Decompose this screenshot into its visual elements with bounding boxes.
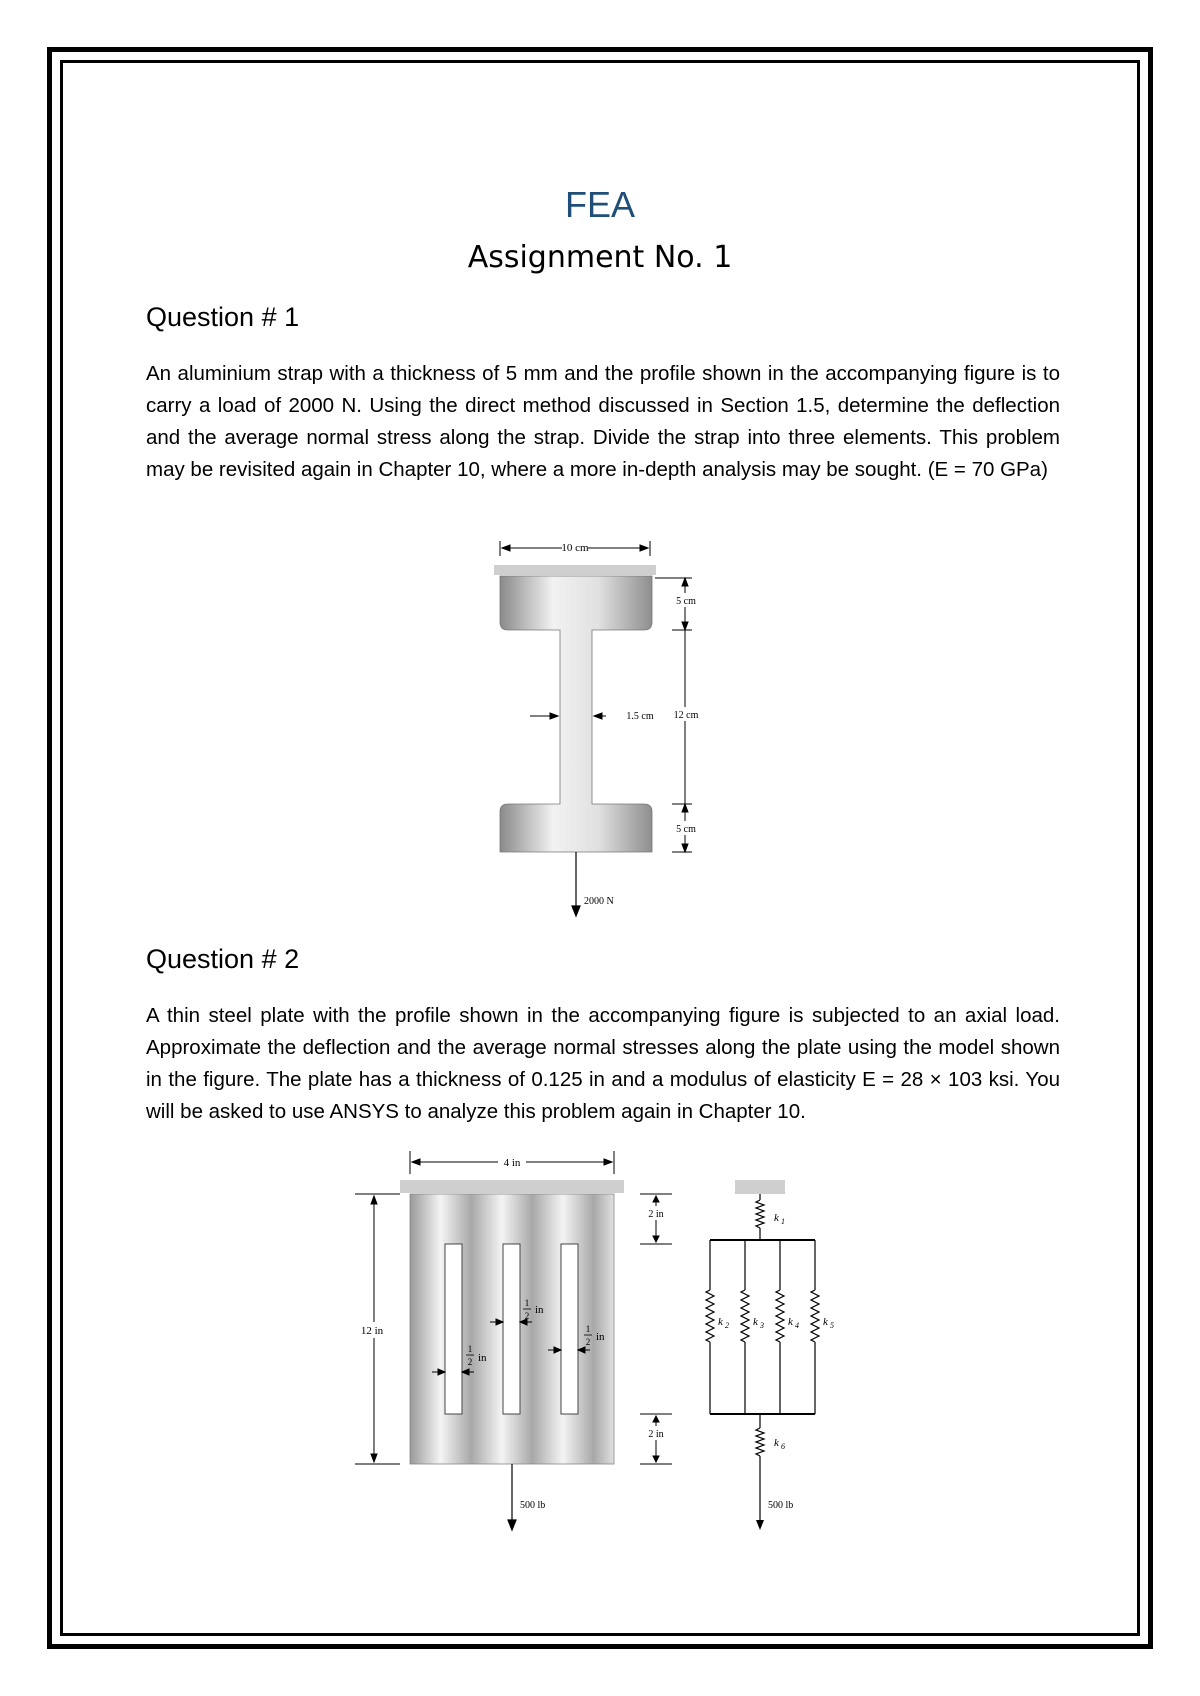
- fraction-denominator: 2: [524, 1311, 530, 1321]
- question-2-heading: Question # 2: [146, 944, 300, 974]
- figure-1-top-label: 5 cm: [676, 596, 696, 607]
- figure-2-slot-1: [445, 1244, 462, 1414]
- spring-label-k1: k: [774, 1212, 779, 1224]
- figure-2-slot-3: [561, 1244, 578, 1414]
- figure-2-width-label: 4 in: [503, 1157, 521, 1169]
- figure-1-middle-label: 12 cm: [673, 710, 699, 721]
- document-subtitle: Assignment No. 1: [467, 240, 733, 275]
- fraction-numerator: 1: [467, 1344, 473, 1354]
- figure-1-load-label: 2000 N: [584, 896, 614, 907]
- spring-label-k5-sub: 5: [830, 1321, 834, 1330]
- spring-label-k5: k: [823, 1316, 828, 1328]
- question-2-text: A thin steel plate with the profile shown in the accompanying figure is subjected to an axial load. Approximate the deflection and the average normal stresses along the plate using the model shown in the figure. The plate has a thickness of 0.125 in and a modulus of elasticity E = 28 × 103 ksi. You will be asked to use ANSYS to analyze this problem again in Chapter 10.: [146, 1004, 1060, 1123]
- slot-unit: in: [535, 1304, 544, 1316]
- slot-unit: in: [478, 1352, 487, 1364]
- spring-label-k4-sub: 4: [795, 1321, 799, 1330]
- fraction-denominator: 2: [467, 1357, 473, 1367]
- spring-label-k2: k: [718, 1316, 723, 1328]
- figure-2-plate-load-arrow: [508, 1464, 516, 1530]
- spring-label-k3: k: [753, 1316, 758, 1328]
- figure-2-slot-2: [503, 1244, 520, 1414]
- figure-2-model-load-arrow: [756, 1520, 764, 1530]
- figure-1-web-label: 1.5 cm: [626, 711, 654, 722]
- spring-label-k1-sub: 1: [781, 1217, 785, 1226]
- figure-2-spring-model: [706, 1194, 819, 1526]
- spring-label-k4: k: [788, 1316, 793, 1328]
- figure-2-plate-support: [400, 1180, 624, 1193]
- slot-unit: in: [596, 1331, 605, 1343]
- figure-2-bottom-label: 2 in: [648, 1429, 664, 1440]
- fraction-numerator: 1: [585, 1324, 591, 1334]
- figure-2-top-label: 2 in: [648, 1209, 664, 1220]
- figure-1-bottom-label: 5 cm: [676, 824, 696, 835]
- spring-label-k6-sub: 6: [781, 1442, 785, 1451]
- document-title: FEA: [564, 184, 635, 225]
- fraction-denominator: 2: [585, 1337, 591, 1347]
- spring-label-k3-sub: 3: [760, 1321, 764, 1330]
- figure-2-height-label: 12 in: [360, 1325, 384, 1337]
- figure-2-plate-load-label: 500 lb: [520, 1500, 546, 1511]
- figure-2-model-support: [735, 1180, 785, 1194]
- figure-1-width-label: 10 cm: [561, 542, 589, 554]
- spring-label-k2-sub: 2: [725, 1321, 729, 1330]
- question-1-heading: Question # 1: [146, 302, 300, 332]
- spring-label-k6: k: [774, 1437, 779, 1449]
- fraction-numerator: 1: [524, 1298, 530, 1308]
- question-1-text: An aluminium strap with a thickness of 5 mm and the profile shown in the accompanying figure is to carry a load of 2000 N. Using the direct method discussed in Section 1.5, determine the deflection and the average normal stress along the strap. Divide the strap into three elements. This problem may be revisited again in Chapter 10, where a more in-depth analysis may be sought. (E = 70 GPa): [146, 362, 1060, 481]
- figure-2-model-load-label: 500 lb: [768, 1500, 794, 1511]
